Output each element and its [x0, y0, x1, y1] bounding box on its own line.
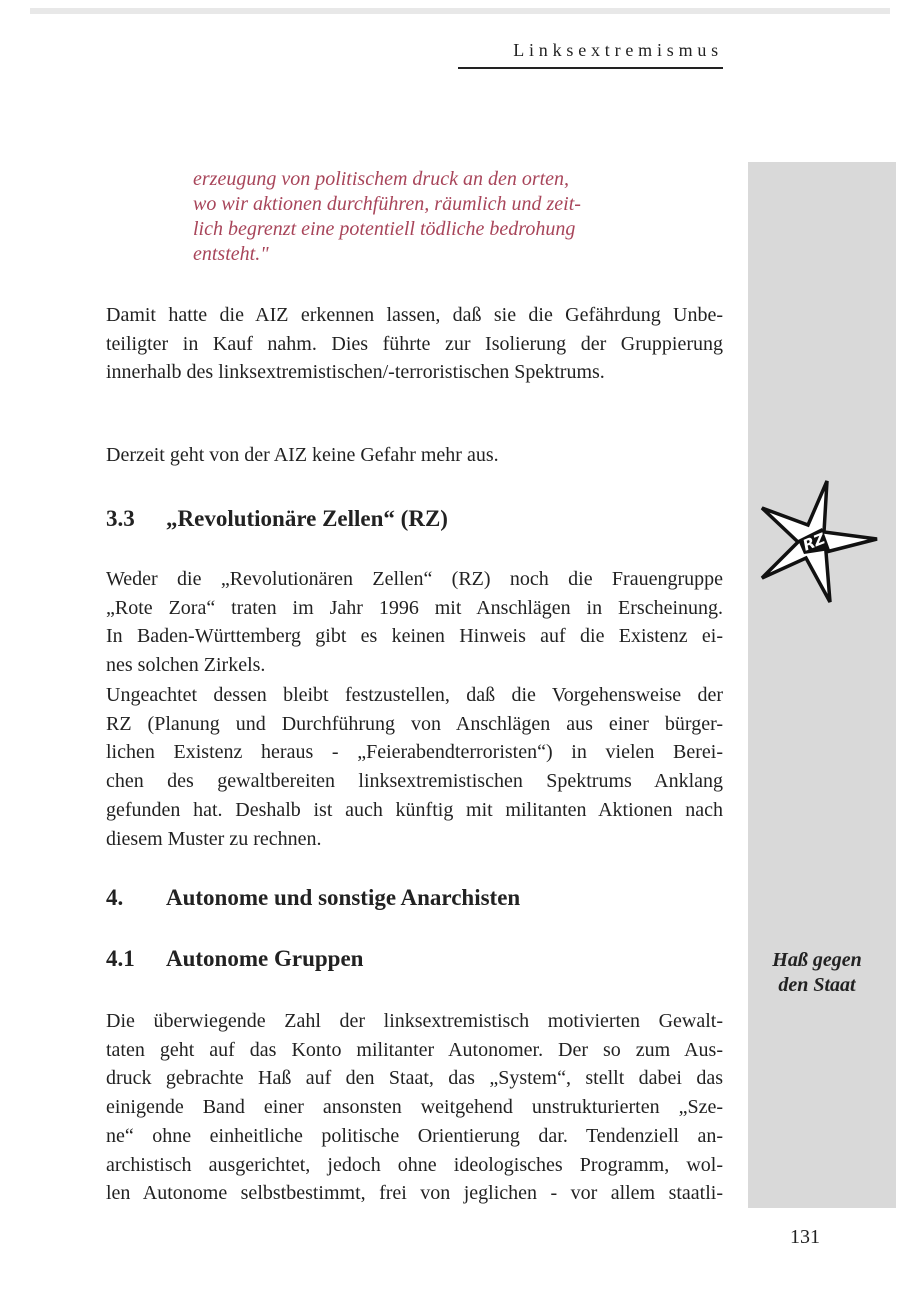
paragraph-line: In Baden-Württemberg gibt es keinen Hinweis auf die Existenz ei-: [106, 625, 723, 648]
scan-top-band: [30, 8, 890, 14]
quote-line: erzeugung von politischem druck an den orten,: [193, 168, 570, 190]
page-number: 131: [790, 1226, 820, 1248]
heading-text: Autonome und sonstige Anarchisten: [166, 885, 521, 910]
paragraph-line: len Autonome selbstbestimmt, frei von jeglichen - vor allem staatli-: [106, 1182, 723, 1205]
paragraph-line: Die überwiegende Zahl der linksextremistisch motivierten Gewalt-: [106, 1010, 723, 1032]
running-header-title: Linksextremismus: [513, 40, 723, 60]
header-rule: [458, 67, 723, 69]
paragraph-aiz-effect: [106, 301, 723, 387]
paragraph-rz-2: [106, 681, 723, 853]
paragraph-line: Derzeit geht von der AIZ keine Gefahr mehr aus.: [106, 444, 499, 466]
heading-number: 3.3: [106, 506, 135, 531]
paragraph-autonome: [106, 1007, 723, 1208]
block-quote: [193, 167, 663, 267]
rz-logo-text: RZ: [800, 529, 828, 555]
heading-number: 4.1: [106, 946, 135, 971]
paragraph-line: „Rote Zora“ traten im Jahr 1996 mit Anschlägen in Erscheinung.: [106, 596, 723, 619]
paragraph-line: innerhalb des linksextremistischen/-terroristischen Spektrums.: [106, 361, 605, 384]
heading-text: „Revolutionäre Zellen“ (RZ): [166, 506, 448, 531]
paragraph-aiz-status: [106, 441, 723, 470]
paragraph-line: archistisch ausgerichtet, jedoch ohne ideologisches Programm, wol-: [106, 1153, 723, 1176]
paragraph-line: nes solchen Zirkels.: [106, 654, 266, 677]
paragraph-line: chen des gewaltbereiten linksextremistischen Spektrums Anklang: [106, 770, 723, 793]
quote-line: wo wir aktionen durchführen, räumlich und zeit-: [193, 193, 581, 215]
heading-text: Autonome Gruppen: [166, 946, 364, 971]
paragraph-line: gefunden hat. Deshalb ist auch künftig mit militanten Aktionen nach: [106, 798, 723, 821]
quote-line: entsteht.": [193, 243, 269, 265]
margin-sidebar: [748, 162, 896, 1208]
margin-note: [758, 948, 876, 998]
paragraph-line: Weder die „Revolutionären Zellen“ (RZ) noch die Frauengruppe: [106, 568, 723, 590]
rz-star-logo-icon: [758, 478, 878, 604]
heading-number: 4.: [106, 885, 124, 910]
paragraph-line: einigende Band einer ansonsten weitgehend unstrukturierten „Sze-: [106, 1096, 723, 1119]
paragraph-rz-1: [106, 565, 723, 680]
paragraph-line: Damit hatte die AIZ erkennen lassen, daß sie die Gefährdung Unbe-: [106, 304, 723, 326]
paragraph-line: RZ (Planung und Durchführung von Anschlägen aus einer bürger-: [106, 712, 723, 735]
paragraph-line: ne“ ohne einheitliche politische Orientierung dar. Tendenziell an-: [106, 1124, 723, 1147]
quote-line: lich begrenzt eine potentiell tödliche bedrohung: [193, 218, 576, 240]
paragraph-line: diesem Muster zu rechnen.: [106, 827, 322, 850]
paragraph-line: lichen Existenz heraus - „Feierabendterroristen“) in vielen Berei-: [106, 741, 723, 764]
paragraph-line: Ungeachtet dessen bleibt festzustellen, daß die Vorgehensweise der: [106, 684, 723, 706]
paragraph-line: teiligter in Kauf nahm. Dies führte zur Isolierung der Gruppierung: [106, 332, 723, 355]
paragraph-line: druck gebrachte Haß auf den Staat, das „System“, stellt dabei das: [106, 1067, 723, 1090]
margin-note-line: den Staat: [778, 974, 856, 996]
margin-note-line: Haß gegen: [772, 949, 862, 971]
paragraph-line: taten geht auf das Konto militanter Autonomer. Der so zum Aus-: [106, 1038, 723, 1061]
